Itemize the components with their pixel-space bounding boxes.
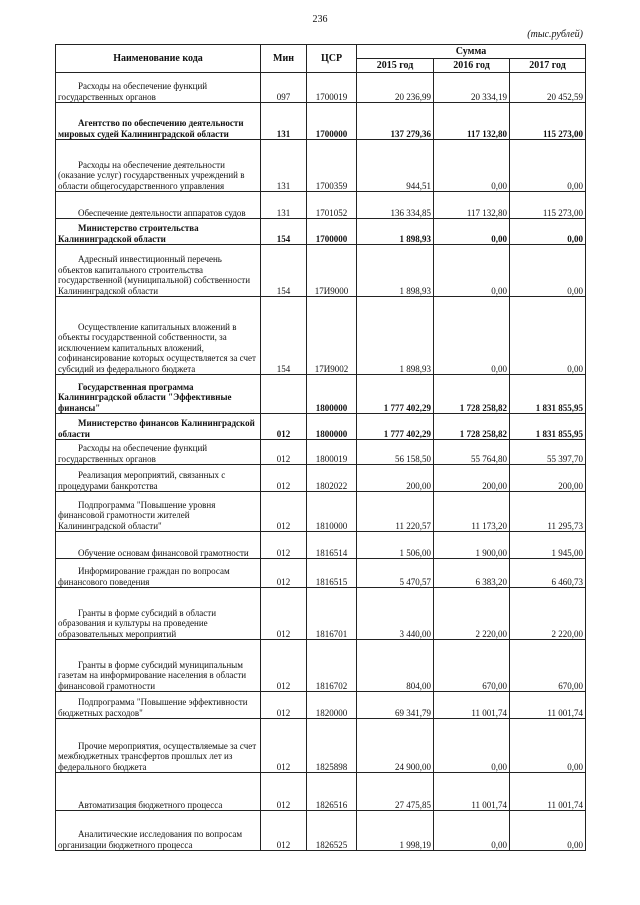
table-row xyxy=(56,414,586,440)
row-2015: 1 506,00 xyxy=(357,532,434,559)
row-2017: 1 945,00 xyxy=(510,532,586,559)
row-csr: 1820000 xyxy=(307,692,357,719)
row-2015: 1 898,93 xyxy=(357,219,434,245)
row-2017: 55 397,70 xyxy=(510,440,586,465)
row-csr: 1826516 xyxy=(307,773,357,811)
row-2015: 24 900,00 xyxy=(357,719,434,773)
table-row xyxy=(56,192,586,219)
row-2017: 20 452,59 xyxy=(510,73,586,103)
row-2016: 1 728 258,82 xyxy=(434,375,510,414)
table-row xyxy=(56,245,586,297)
row-csr: 17И9000 xyxy=(307,245,357,297)
row-csr: 1800019 xyxy=(307,440,357,465)
row-2015: 804,00 xyxy=(357,640,434,692)
table-row xyxy=(56,640,586,692)
row-2016: 117 132,80 xyxy=(434,103,510,140)
row-2015: 1 777 402,29 xyxy=(357,375,434,414)
table-row xyxy=(56,440,586,465)
table-row xyxy=(56,140,586,192)
row-csr: 1810000 xyxy=(307,492,357,532)
header-2015: 2015 год xyxy=(357,59,434,73)
row-2015: 1 998,19 xyxy=(357,811,434,851)
row-2016: 1 900,00 xyxy=(434,532,510,559)
row-2016: 0,00 xyxy=(434,297,510,375)
row-2015: 137 279,36 xyxy=(357,103,434,140)
row-name: Расходы на обеспечение функций государственных органов xyxy=(56,440,261,465)
table-row xyxy=(56,588,586,640)
row-2017: 0,00 xyxy=(510,811,586,851)
row-min: 012 xyxy=(261,414,307,440)
row-2015: 56 158,50 xyxy=(357,440,434,465)
row-2017: 0,00 xyxy=(510,140,586,192)
row-name: Гранты в форме субсидий муниципальным газетам на информирование населения в области финансовой грамотности xyxy=(56,640,261,692)
row-min: 012 xyxy=(261,559,307,588)
row-csr: 1802022 xyxy=(307,465,357,492)
budget-table xyxy=(55,44,586,851)
table-row xyxy=(56,692,586,719)
row-2017: 0,00 xyxy=(510,297,586,375)
row-2017: 670,00 xyxy=(510,640,586,692)
row-2017: 6 460,73 xyxy=(510,559,586,588)
table-row xyxy=(56,375,586,414)
row-2016: 11 001,74 xyxy=(434,692,510,719)
row-name: Государственная программа Калининградской области "Эффективные финансы" xyxy=(56,375,261,414)
row-2016: 0,00 xyxy=(434,719,510,773)
row-csr: 1800000 xyxy=(307,375,357,414)
row-2016: 200,00 xyxy=(434,465,510,492)
row-csr: 1700000 xyxy=(307,219,357,245)
row-2015: 944,51 xyxy=(357,140,434,192)
row-min: 012 xyxy=(261,811,307,851)
row-2017: 0,00 xyxy=(510,245,586,297)
row-2017: 200,00 xyxy=(510,465,586,492)
table-row xyxy=(56,532,586,559)
row-2016: 0,00 xyxy=(434,811,510,851)
table-row xyxy=(56,492,586,532)
row-2016: 11 173,20 xyxy=(434,492,510,532)
header-sum: Сумма xyxy=(357,45,586,59)
row-2017: 11 295,73 xyxy=(510,492,586,532)
row-csr: 1816514 xyxy=(307,532,357,559)
header-csr: ЦСР xyxy=(307,45,357,73)
row-min: 154 xyxy=(261,245,307,297)
table-row xyxy=(56,559,586,588)
row-min: 012 xyxy=(261,640,307,692)
row-name: Информирование граждан по вопросам финансового поведения xyxy=(56,559,261,588)
row-2016: 0,00 xyxy=(434,140,510,192)
row-2017: 1 831 855,95 xyxy=(510,414,586,440)
row-2016: 670,00 xyxy=(434,640,510,692)
row-2015: 27 475,85 xyxy=(357,773,434,811)
row-min: 131 xyxy=(261,140,307,192)
row-2017: 0,00 xyxy=(510,219,586,245)
row-2016: 1 728 258,82 xyxy=(434,414,510,440)
row-name: Агентство по обеспечению деятельности мировых судей Калининградской области xyxy=(56,103,261,140)
row-name: Обеспечение деятельности аппаратов судов xyxy=(56,192,261,219)
row-min: 012 xyxy=(261,588,307,640)
row-name: Подпрограмма "Повышение уровня финансовой грамотности жителей Калининградской области" xyxy=(56,492,261,532)
row-2015: 1 777 402,29 xyxy=(357,414,434,440)
row-name: Прочие мероприятия, осуществляемые за счет межбюджетных трансфертов прошлых лет из федерального бюджета xyxy=(56,719,261,773)
row-name: Расходы на обеспечение функций государственных органов xyxy=(56,73,261,103)
table-row xyxy=(56,219,586,245)
row-min xyxy=(261,375,307,414)
row-2016: 0,00 xyxy=(434,245,510,297)
row-min: 012 xyxy=(261,532,307,559)
row-2015: 3 440,00 xyxy=(357,588,434,640)
row-2016: 2 220,00 xyxy=(434,588,510,640)
row-2017: 2 220,00 xyxy=(510,588,586,640)
row-name: Расходы на обеспечение деятельности (оказание услуг) государственных учреждений в области общегосударственного управления xyxy=(56,140,261,192)
row-2017: 115 273,00 xyxy=(510,103,586,140)
row-name: Аналитические исследования по вопросам организации бюджетного процесса xyxy=(56,811,261,851)
row-csr: 1700019 xyxy=(307,73,357,103)
row-name: Реализация мероприятий, связанных с процедурами банкротства xyxy=(56,465,261,492)
row-2017: 11 001,74 xyxy=(510,692,586,719)
header-name: Наименование кода xyxy=(56,45,261,73)
row-name: Гранты в форме субсидий в области образования и культуры на проведение образовательных мероприятий xyxy=(56,588,261,640)
row-csr: 1825898 xyxy=(307,719,357,773)
row-min: 012 xyxy=(261,692,307,719)
table-row xyxy=(56,465,586,492)
header-min: Мин xyxy=(261,45,307,73)
row-csr: 17И9002 xyxy=(307,297,357,375)
row-min: 097 xyxy=(261,73,307,103)
row-2015: 1 898,93 xyxy=(357,245,434,297)
row-2015: 136 334,85 xyxy=(357,192,434,219)
row-csr: 1816702 xyxy=(307,640,357,692)
header-2017: 2017 год xyxy=(510,59,586,73)
row-min: 131 xyxy=(261,103,307,140)
table-row xyxy=(56,811,586,851)
row-2016: 117 132,80 xyxy=(434,192,510,219)
table-row xyxy=(56,73,586,103)
row-min: 131 xyxy=(261,192,307,219)
row-min: 012 xyxy=(261,719,307,773)
row-name: Подпрограмма "Повышение эффективности бюджетных расходов" xyxy=(56,692,261,719)
row-2017: 1 831 855,95 xyxy=(510,375,586,414)
table-row xyxy=(56,103,586,140)
row-name: Адресный инвестиционный перечень объектов капитального строительства государственной (муниципальной) собственности Калининградской области xyxy=(56,245,261,297)
row-min: 012 xyxy=(261,440,307,465)
row-2015: 1 898,93 xyxy=(357,297,434,375)
row-name: Министерство финансов Калининградской области xyxy=(56,414,261,440)
table-row xyxy=(56,297,586,375)
header-2016: 2016 год xyxy=(434,59,510,73)
row-csr: 1800000 xyxy=(307,414,357,440)
row-name: Министерство строительства Калининградской области xyxy=(56,219,261,245)
table-row xyxy=(56,719,586,773)
row-csr: 1816701 xyxy=(307,588,357,640)
row-min: 012 xyxy=(261,465,307,492)
unit-note: (тыс.рублей) xyxy=(527,29,583,40)
row-2015: 11 220,57 xyxy=(357,492,434,532)
row-2015: 200,00 xyxy=(357,465,434,492)
row-min: 012 xyxy=(261,773,307,811)
row-min: 012 xyxy=(261,492,307,532)
row-csr: 1701052 xyxy=(307,192,357,219)
row-min: 154 xyxy=(261,219,307,245)
row-name: Автоматизация бюджетного процесса xyxy=(56,773,261,811)
table-row xyxy=(56,773,586,811)
row-2017: 0,00 xyxy=(510,719,586,773)
row-csr: 1816515 xyxy=(307,559,357,588)
page-number: 236 xyxy=(312,14,328,25)
row-2016: 55 764,80 xyxy=(434,440,510,465)
row-csr: 1826525 xyxy=(307,811,357,851)
row-min: 154 xyxy=(261,297,307,375)
row-name: Осуществление капитальных вложений в объекты государственной собственности, за исключением капитальных вложений, софинансирование которых осуществляется за счет субсидий из федерального бюджета xyxy=(56,297,261,375)
row-2017: 115 273,00 xyxy=(510,192,586,219)
row-2017: 11 001,74 xyxy=(510,773,586,811)
row-2016: 0,00 xyxy=(434,219,510,245)
row-2016: 6 383,20 xyxy=(434,559,510,588)
row-2015: 20 236,99 xyxy=(357,73,434,103)
row-2015: 5 470,57 xyxy=(357,559,434,588)
row-name: Обучение основам финансовой грамотности xyxy=(56,532,261,559)
row-2016: 20 334,19 xyxy=(434,73,510,103)
row-csr: 1700000 xyxy=(307,103,357,140)
row-csr: 1700359 xyxy=(307,140,357,192)
row-2015: 69 341,79 xyxy=(357,692,434,719)
row-2016: 11 001,74 xyxy=(434,773,510,811)
